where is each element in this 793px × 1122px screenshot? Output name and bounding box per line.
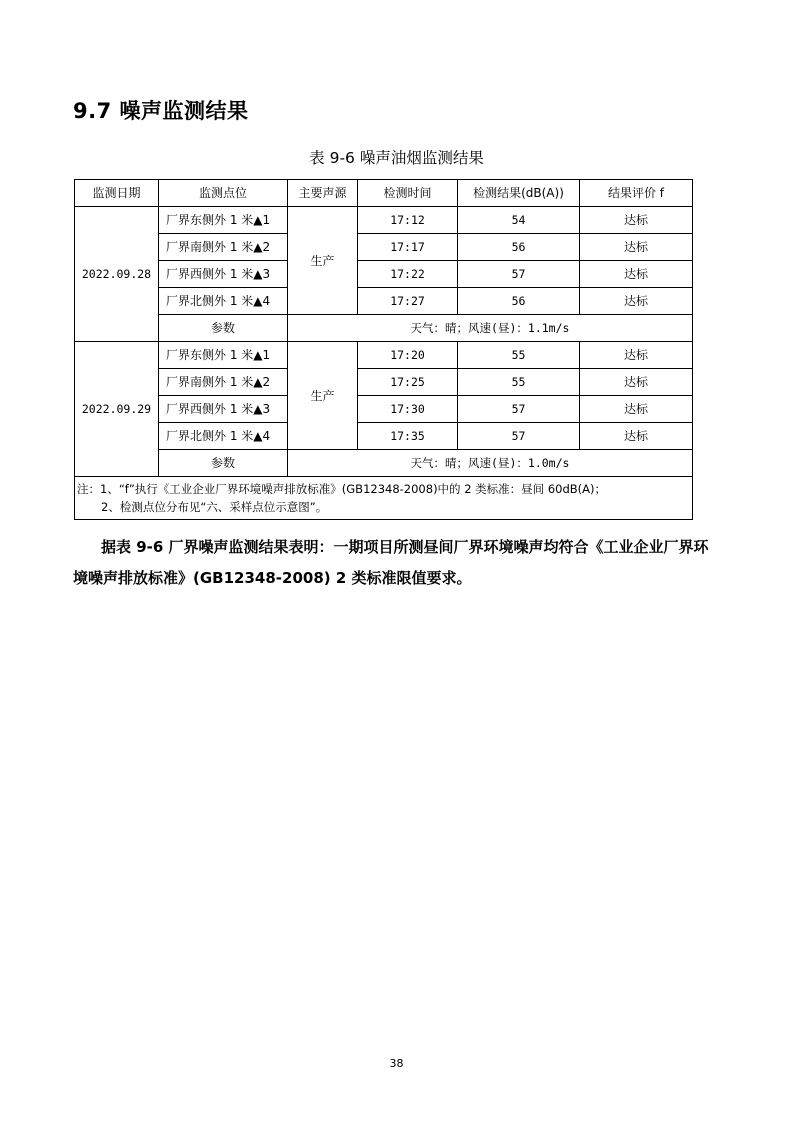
eval-cell: 达标 [580, 234, 693, 261]
time-cell: 17:25 [358, 369, 458, 396]
conclusion-text: 据表 9-6 厂界噪声监测结果表明：一期项目所测昼间厂界环境噪声均符合《工业企业厂界环境噪声排放标准》(GB12348-2008) 2 类标准限值要求。 [73, 538, 709, 587]
point-cell: 厂界西侧外 1 米▲3 [159, 261, 288, 288]
eval-cell: 达标 [580, 423, 693, 450]
conclusion-paragraph [73, 532, 723, 594]
eval-cell: 达标 [580, 207, 693, 234]
point-cell: 厂界北侧外 1 米▲4 [159, 288, 288, 315]
param-label-cell: 参数 [159, 450, 288, 477]
result-cell: 57 [458, 423, 580, 450]
param-value-cell: 天气：晴；风速(昼)：1.0m/s [288, 450, 693, 477]
result-cell: 55 [458, 369, 580, 396]
source-cell: 生产 [288, 207, 358, 315]
header-cell: 结果评价 f [580, 180, 693, 207]
table-row [75, 261, 693, 288]
table-header-row [75, 180, 693, 207]
param-row [75, 315, 693, 342]
header-cell: 检测时间 [358, 180, 458, 207]
point-cell: 厂界西侧外 1 米▲3 [159, 396, 288, 423]
point-cell: 厂界南侧外 1 米▲2 [159, 369, 288, 396]
time-cell: 17:27 [358, 288, 458, 315]
eval-cell: 达标 [580, 369, 693, 396]
eval-cell: 达标 [580, 342, 693, 369]
param-label-cell: 参数 [159, 315, 288, 342]
header-cell: 检测结果(dB(A)) [458, 180, 580, 207]
time-cell: 17:17 [358, 234, 458, 261]
table-row [75, 288, 693, 315]
note-cell [75, 477, 693, 520]
time-cell: 17:35 [358, 423, 458, 450]
result-cell: 54 [458, 207, 580, 234]
param-row [75, 450, 693, 477]
result-cell: 57 [458, 396, 580, 423]
time-cell: 17:20 [358, 342, 458, 369]
note-row [75, 477, 693, 520]
header-cell: 监测点位 [159, 180, 288, 207]
eval-cell: 达标 [580, 288, 693, 315]
date-cell: 2022.09.28 [75, 207, 159, 342]
point-cell: 厂界南侧外 1 米▲2 [159, 234, 288, 261]
table-caption: 表 9-6 噪声油烟监测结果 [309, 149, 484, 167]
section-heading: 9.7 噪声监测结果 [73, 99, 249, 123]
result-cell: 57 [458, 261, 580, 288]
header-cell: 主要声源 [288, 180, 358, 207]
result-cell: 56 [458, 288, 580, 315]
noise-results-table [74, 179, 693, 520]
point-cell: 厂界北侧外 1 米▲4 [159, 423, 288, 450]
note-line-2: 2、检测点位分布见“六、采样点位示意图”。 [101, 500, 328, 514]
date-cell: 2022.09.29 [75, 342, 159, 477]
table-row [75, 207, 693, 234]
eval-cell: 达标 [580, 261, 693, 288]
eval-cell: 达标 [580, 396, 693, 423]
header-cell: 监测日期 [75, 180, 159, 207]
time-cell: 17:30 [358, 396, 458, 423]
table-row [75, 423, 693, 450]
table-row [75, 234, 693, 261]
result-cell: 55 [458, 342, 580, 369]
param-value-cell: 天气：晴；风速(昼)：1.1m/s [288, 315, 693, 342]
time-cell: 17:12 [358, 207, 458, 234]
result-cell: 56 [458, 234, 580, 261]
table-row [75, 342, 693, 369]
table-row [75, 369, 693, 396]
point-cell: 厂界东侧外 1 米▲1 [159, 207, 288, 234]
note-line-1: 注：1、“f”执行《工业企业厂界环境噪声排放标准》(GB12348-2008)中的 2 类标准：昼间 60dB(A)； [77, 482, 606, 496]
point-cell: 厂界东侧外 1 米▲1 [159, 342, 288, 369]
page-number: 38 [389, 1057, 404, 1070]
table-row [75, 396, 693, 423]
source-cell: 生产 [288, 342, 358, 450]
time-cell: 17:22 [358, 261, 458, 288]
